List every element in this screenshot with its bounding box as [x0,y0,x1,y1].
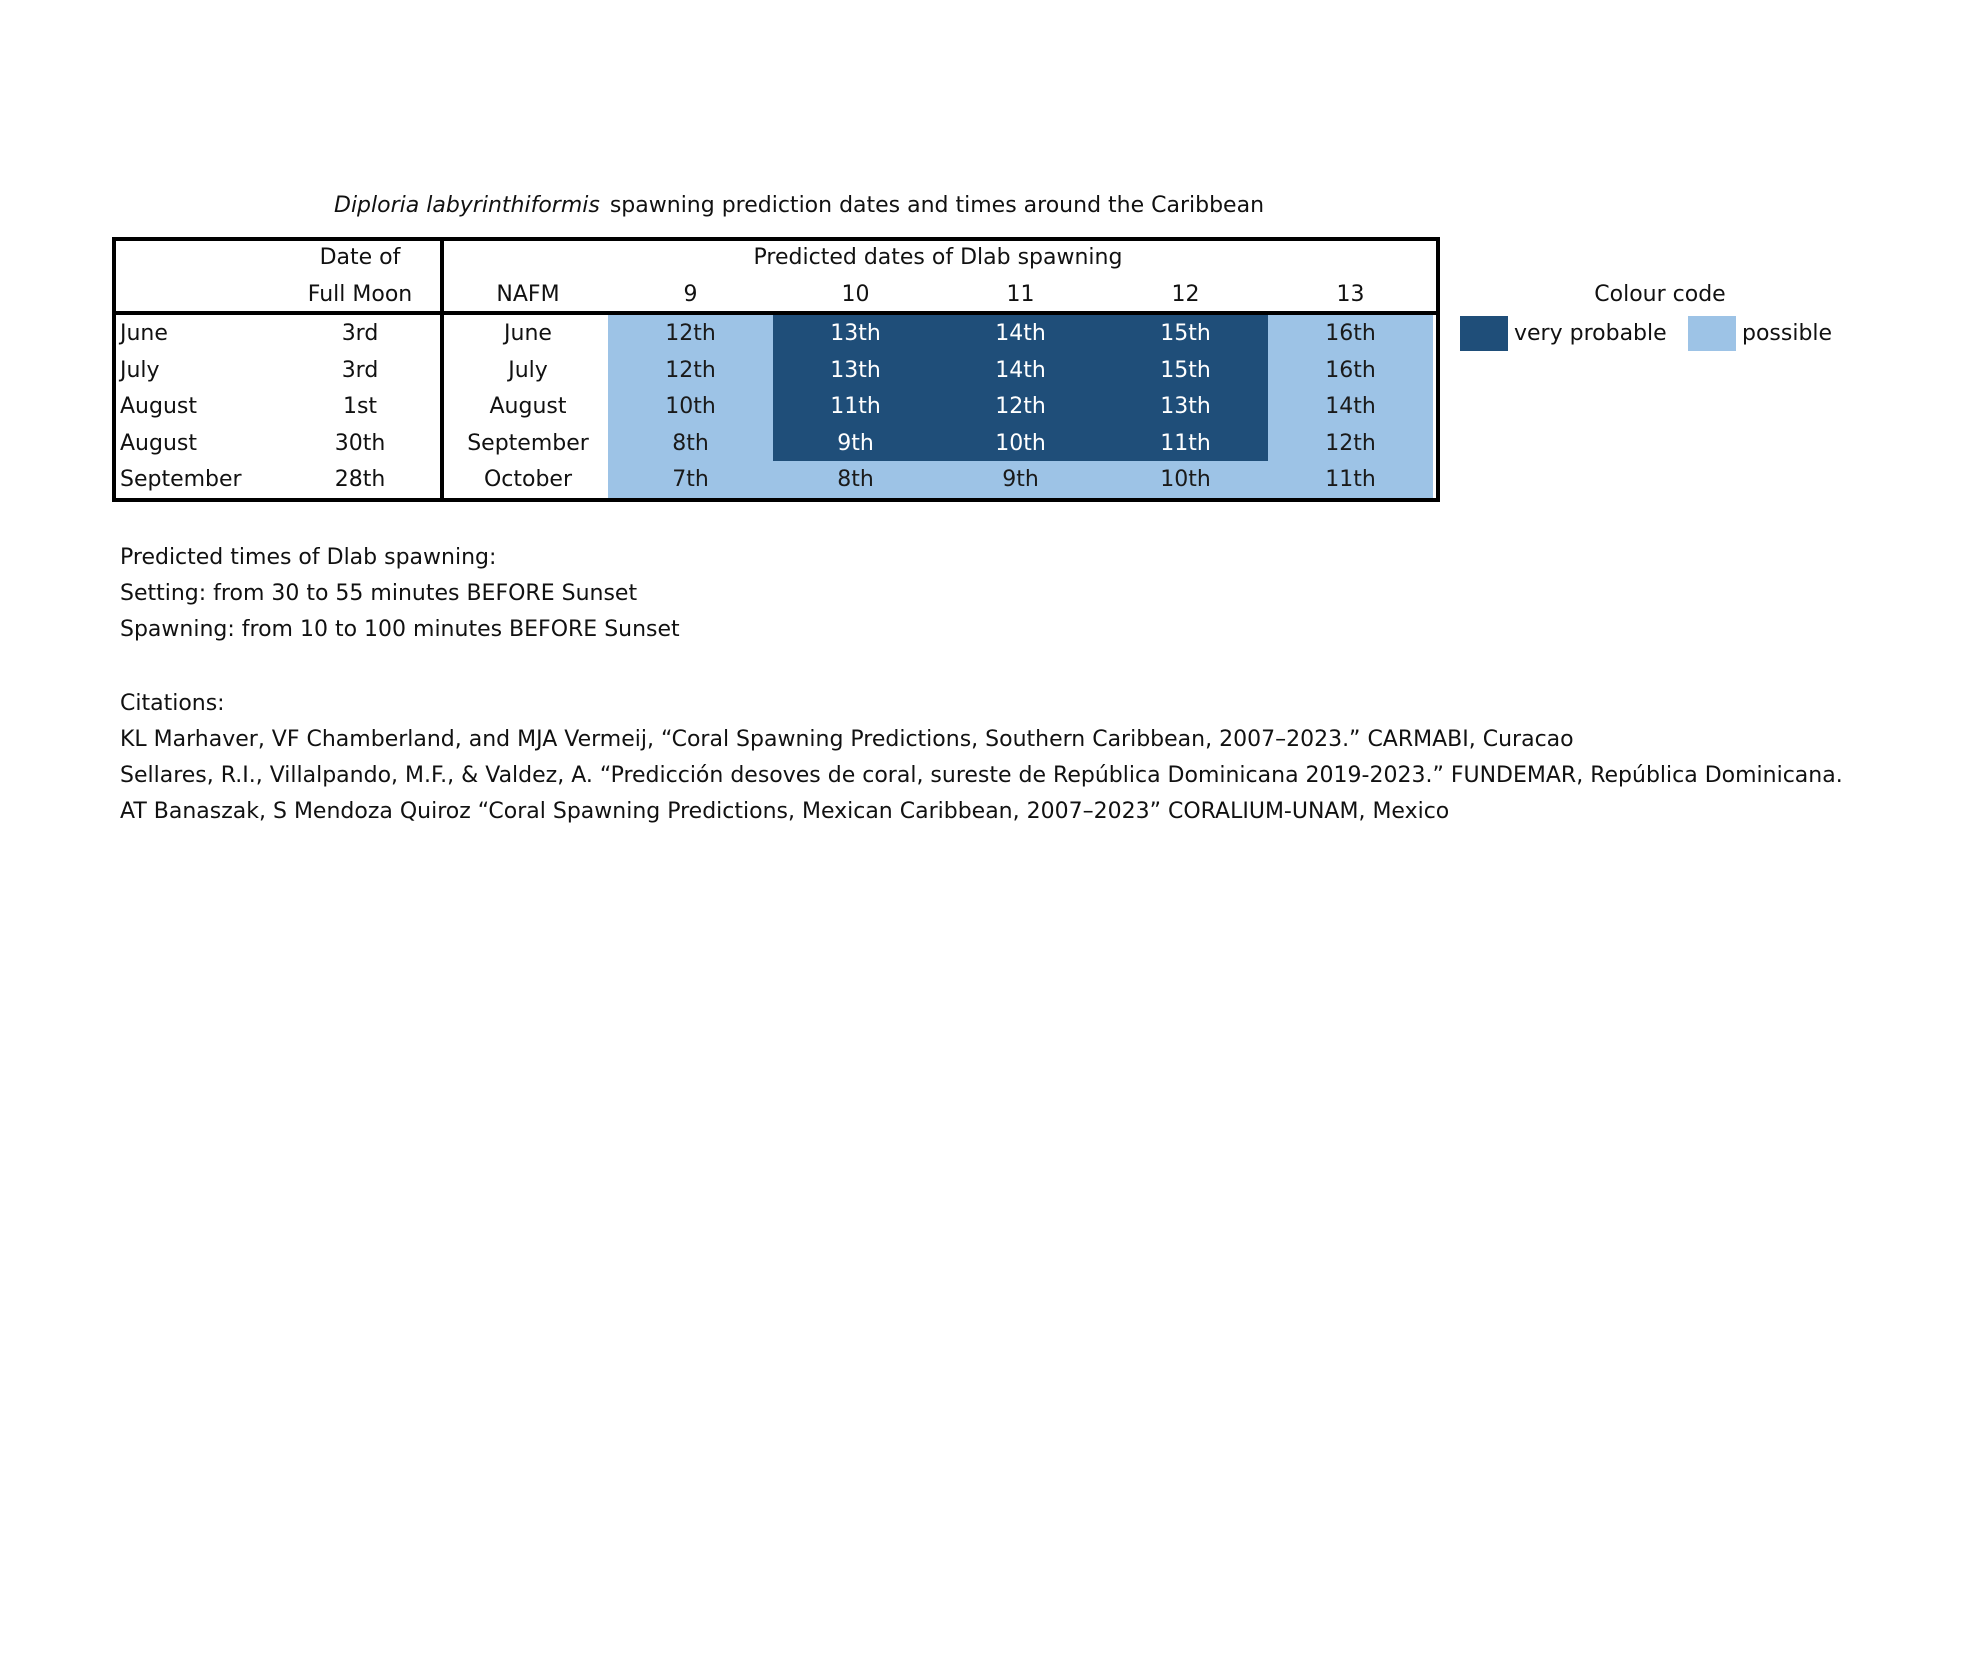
spawn-date-cell: 16th [1268,315,1433,352]
spawn-date-cell: 14th [938,352,1103,389]
spawn-date-cell: 15th [1103,352,1268,389]
header-date-of: Date of [319,245,401,270]
spawn-date-cell: 11th [1268,461,1433,498]
header-night-12: 12 [1171,282,1200,307]
spawn-date-cell: 8th [608,425,773,462]
header-night-11: 11 [1006,282,1035,307]
legend-possible-label: possible [1742,321,1833,346]
spawn-date-cell: 9th [773,425,938,462]
table-title [334,191,1264,221]
spawn-date-cell: 12th [938,388,1103,425]
legend-possible-swatch [1688,316,1736,351]
header-nafm: NAFM [496,282,560,307]
spawn-date-cell: 10th [608,388,773,425]
header-full-moon: Full Moon [307,282,413,307]
spawn-date-cell: 13th [1103,388,1268,425]
spawn-date-cell: 13th [773,315,938,352]
citation-item: KL Marhaver, VF Chamberland, and MJA Vermeij, “Coral Spawning Predictions, Southern Caribbean, 2007–2023.” CARMABI, Curacao [120,727,1574,752]
row-month: September [120,467,242,493]
times-heading: Predicted times of Dlab spawning: [120,545,497,570]
row-month: July [120,357,160,383]
row-full-moon: 3rd [341,321,379,346]
citation-item: Sellares, R.I., Villalpando, M.F., & Valdez, A. “Predicción desoves de coral, sureste de República Dominicana 2019-2023.” FUNDEMAR, República Dominicana. [120,763,1843,788]
citation-item: AT Banaszak, S Mendoza Quiroz “Coral Spawning Predictions, Mexican Caribbean, 2007–2023” CORALIUM-UNAM, Mexico [120,799,1450,824]
times-setting: Setting: from 30 to 55 minutes BEFORE Sunset [120,581,638,606]
times-spawning: Spawning: from 10 to 100 minutes BEFORE Sunset [120,617,680,642]
spawn-date-cell: 15th [1103,315,1268,352]
spawn-date-cell: 7th [608,461,773,498]
legend-very-probable-swatch [1460,316,1508,351]
spawn-date-cell: 10th [938,425,1103,462]
spawn-date-cell: 9th [938,461,1103,498]
spawn-date-cell: 14th [938,315,1103,352]
legend-title: Colour code [1594,282,1726,307]
header-night-13: 13 [1336,282,1365,307]
spawn-date-cell: 10th [1103,461,1268,498]
row-full-moon: 1st [342,394,378,420]
row-nafm: September [467,430,589,456]
spawn-date-cell: 11th [1103,425,1268,462]
title-rest: spawning prediction dates and times around the Caribbean [609,193,1265,218]
header-predicted-dates: Predicted dates of Dlab spawning [753,245,1123,270]
spawn-date-cell: 8th [773,461,938,498]
spawn-date-cell: 12th [608,352,773,389]
spawn-date-cell: 14th [1268,388,1433,425]
row-nafm: July [508,357,548,383]
header-night-10: 10 [841,282,870,307]
citations-heading: Citations: [120,691,225,716]
row-month: August [120,430,197,456]
spawn-date-cell: 13th [773,352,938,389]
spawn-date-cell: 11th [773,388,938,425]
row-nafm: October [483,467,573,493]
row-nafm: June [504,321,552,346]
spawn-date-cell: 12th [1268,425,1433,462]
header-night-9: 9 [683,282,698,307]
spawn-date-cell: 16th [1268,352,1433,389]
row-full-moon: 3rd [341,357,379,383]
row-full-moon: 28th [334,467,386,493]
row-month: August [120,394,197,420]
row-month: June [120,321,168,346]
row-nafm: August [489,394,567,420]
legend-very-probable-label: very probable [1514,321,1667,346]
spawn-date-cell: 12th [608,315,773,352]
species-name: Diploria labyrinthiformis [334,193,600,218]
row-full-moon: 30th [334,430,386,456]
